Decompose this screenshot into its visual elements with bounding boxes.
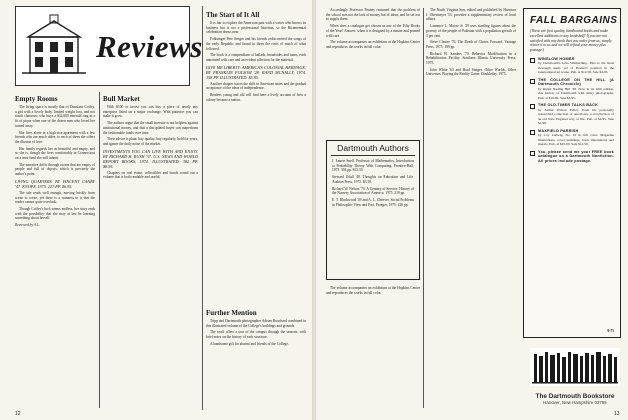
article-paragraph: She lives alone in a high-rise apartment with a few friends who are much older; to each of them she offers the illusion of love. <box>15 130 95 144</box>
bargain-description: by Arthur Wilson Fuller. From his personally researched collection of anecdotes, a recollection of an old New England way of life. Pub. at $4.95. Sale $1.98. <box>538 107 614 126</box>
article-paragraph: Laurence L. Moore Jr. '29 uses startling figures about the poverty of the people of Pakistan with a population growth of 3 per cent. <box>426 24 516 38</box>
book-citation: LIVING QUARTERS. BY VINCENT CANBY '47. KNOPF, 1975. 227 PP. $6.95. <box>15 178 95 189</box>
article-paragraph: The tale reads well enough, moving briskly from scene to scene, yet there is a wanness to it that the reader cannot quite overlook. <box>15 190 95 205</box>
article-paragraph: Accordingly Professor Penney reasoned that the problem of the school was not the lack of money but of ideas, and he set out to supply them. <box>326 8 420 22</box>
article-paragraph: The volume accompanies an exhibition at the Hopkins Center and reproduces the works in full color. <box>326 286 420 295</box>
fall-bargains-ad <box>523 8 621 338</box>
right-column-2 <box>426 8 516 408</box>
bargain-item <box>530 129 614 147</box>
bargain-item <box>530 78 614 101</box>
article-paragraph: The North Virginia Sun, edited and published by Harrison J. Obermeyer '53, provides a supplementary review of local affairs. <box>426 8 516 22</box>
author-entry: Steward Udall '48. Thoughts on Education and Life. Arabian Press, 1975. $3.50. <box>332 175 414 184</box>
bargain-list <box>524 57 620 164</box>
column-rule <box>423 8 424 408</box>
article-paragraph: The volume accompanies an exhibition at the Hopkins Center and reproduces the works in full color. <box>326 40 420 49</box>
ad-title: FALL BARGAINS <box>530 15 618 26</box>
column-rule <box>202 6 203 410</box>
left-column-3 <box>206 8 306 248</box>
book-citation: INVESTMENTS YOU CAN LIVE WITH AND ENJOY. BY RICHARD H. RUSH '37. U.S. NEWS AND WORLD REPORT BOOKS, 1974. ILLUSTRATED. 382 PP. $8.95. <box>103 148 198 169</box>
dartmouth-authors-box <box>326 140 420 280</box>
author-entry: E. T. Blackwood '49 and A. L. Cheever. Social Problems in Philosophic View and Fact. Praeger, 1975. 226 pp. <box>332 197 414 207</box>
reviews-banner <box>15 6 203 86</box>
article-paragraph: Another chapter traces the shift in American tastes and the gradual acceptance of the ideas of independence. <box>206 81 306 91</box>
article-paragraph: Chapters on real estate, collectibles and bonds round out a volume that is both readable and useful. <box>103 170 198 180</box>
article-paragraph: The book is a compendium of ballads, broadsides and tunes, each annotated with care and an evident affection for the material. <box>206 53 306 62</box>
page-number: 13 <box>614 411 620 417</box>
left-page <box>0 0 312 420</box>
order-checkbox[interactable] <box>530 79 535 84</box>
catalogue-request-item <box>530 150 614 164</box>
article-heading: Bull Market <box>103 95 140 103</box>
ad-footnote: 9-75 <box>607 329 614 333</box>
article-paragraph: Richard W. Sanders '70. Behavior Modification in a Rehabilitation Facility. Southern Illinois University Press, 1975. <box>426 51 516 66</box>
catalogue-request-text: You, please send me your FREE book catalogue on a Dartmouth Nonfiction. All prices include postage. <box>538 149 614 163</box>
article-paragraph: When does a catalogue get chosen as one of the Fifty Books of the Year? Answer: when it is designed by a master and printed with care. <box>326 24 420 38</box>
bargain-item <box>530 57 614 75</box>
bargain-item <box>530 103 614 126</box>
article-heading: Empty Rooms <box>15 95 58 103</box>
article-paragraph: The narrative drifts through rooms that are empty of people and full of objects, which is precisely the author's point. <box>15 162 95 177</box>
bargain-title: THE OLD-TIMER TALKS BACK <box>538 103 598 108</box>
left-column-1 <box>15 92 95 408</box>
box-body <box>327 156 419 278</box>
right-column-1-lower <box>326 286 420 408</box>
bookstore-books-icon <box>530 348 620 386</box>
author-entry: J. Laurie Snell, Professor of Mathematics. Introduction to Probability Theory With Computing. Prentice-Hall, 1975. 304 pp. $12.50. <box>332 159 414 173</box>
box-title: Dartmouth Authors <box>331 141 415 156</box>
article-paragraph: Readers young and old will find here a lively account of how a colony became a nation. <box>206 93 306 102</box>
section-title: Reviews <box>96 29 203 64</box>
article-paragraph: Though Coffey's luck seems endless, her story ends with the possibility that she may at last be learning something about herself. <box>15 206 95 221</box>
order-checkbox[interactable] <box>530 58 535 63</box>
page-number: 12 <box>15 411 21 417</box>
bargain-description: by Dartmouth's John Wilmerding. This is the most thorough study yet of Homer's position in the international art scene. Pub. at $12.50. Sale $4.95. <box>538 61 614 75</box>
article-heading: Further Mention <box>206 309 257 317</box>
ad-intro: (These are first quality, hardbound books and make excellent additions to any bookshelf! If you are not satisfied with any book that you order from us, simply return it to us and we will refund your money plus postage.) <box>530 29 612 53</box>
article-paragraph: The authors argue that the small investor is not helpless against institutional money, and that a disciplined buyer can outperform the fashionable funds over time. <box>103 121 198 135</box>
column-rule <box>99 92 100 408</box>
article-paragraph: A handsome gift for alumni and friends of the College. <box>210 341 289 346</box>
article-paragraph: Her family regards her as beautiful and empty, and so she is, though she lives comfortably in Connecticut on a trust fund she will inherit. <box>15 146 95 161</box>
article-paragraph: Tripp and Dartmouth photographer Adrian Bouchard combined in this illustrated volume of the College's buildings and grounds. <box>206 319 306 328</box>
article-heading: The Start of It All <box>206 11 260 19</box>
article-paragraph: The living space is mostly that of Dunstans Coffey, a girl with a lovely body, limited weight loss, and not much character, who buys a $32,000 emerald ring in a fit of pique when one of the dozen men who loved her turned away. <box>15 105 95 128</box>
campus-building-illustration <box>22 15 86 79</box>
bookstore-name: The Dartmouth Bookstore <box>535 393 615 400</box>
reviewer-byline: Reviewed by A.L. <box>15 223 40 228</box>
book-citation: GIVE ME LIBERTY: AMERICA'S COLONIAL HERITAGE. BY FRANKLIN FOLSOM '28. RAND MCNALLY, 1974. 158 PP. ILLUSTRATED. $5.95. <box>206 64 306 80</box>
bookstore-ad <box>530 348 620 406</box>
article-paragraph: With $100 to invest you can buy a piece of nearly any enterprise listed on a major exchange. With patience you can make it grow. <box>103 105 198 119</box>
further-mention-section <box>206 306 306 408</box>
article-paragraph: The work offers a tour of the campus through the seasons, with brief notes on the history of each structure. <box>206 330 306 340</box>
article-paragraph: Folksinger Pete Seeger and his friends rediscovered the songs of the early Republic and found in them the roots of much of what followed. <box>206 37 306 51</box>
order-checkbox[interactable] <box>530 104 535 109</box>
order-checkbox[interactable] <box>530 130 535 135</box>
left-column-2 <box>103 92 198 408</box>
bargain-title: MAXFIELD PARRISH <box>538 128 579 133</box>
article-paragraph: It is fair to explore the American past with a writer who knows its business but is not a professional historian, so the Bicentennial celebration draws near. <box>206 21 306 35</box>
right-column-1 <box>326 8 420 136</box>
bargain-description: by Ralph Nading Hill '38. Now in its 10th edition, this history of Dartmouth with many photographs. Pub. at $10.00. Sale $3.95. <box>538 86 614 100</box>
article-paragraph: Steve Clauter '76. The Death of Closer, Forward. Vantage Press, 1975. 189 pp. <box>426 40 516 49</box>
bookstore-address: Hanover, New Hampshire 03755 <box>543 400 607 405</box>
bargain-title: WINSLOW HOMER <box>538 56 575 61</box>
author-entry: Richard W. Nelson '70. A Century of Service: History of the Nursery Association of America. 1975. 219 pp. <box>332 186 414 196</box>
article-paragraph: Their advice is plain: buy quality, buy regularly, hold for years, and ignore the daily noise of the market. <box>103 137 198 146</box>
order-checkbox[interactable] <box>530 151 535 156</box>
bargain-description: by Coy Ludwig, No. 10 in full color. Magazine illustrations, cover paintings, book illustrations and murals. Pub. at $25.00. Sale $12.50. <box>538 133 614 147</box>
article-paragraph: John White '63 and Brad Steiger. Other Worlds, Other Universes: Playing the Reality Game. Doubleday, 1975. <box>426 67 516 77</box>
bargain-title: THE COLLEGE ON THE HILL (A Dartmouth Chronicle) <box>538 77 614 87</box>
